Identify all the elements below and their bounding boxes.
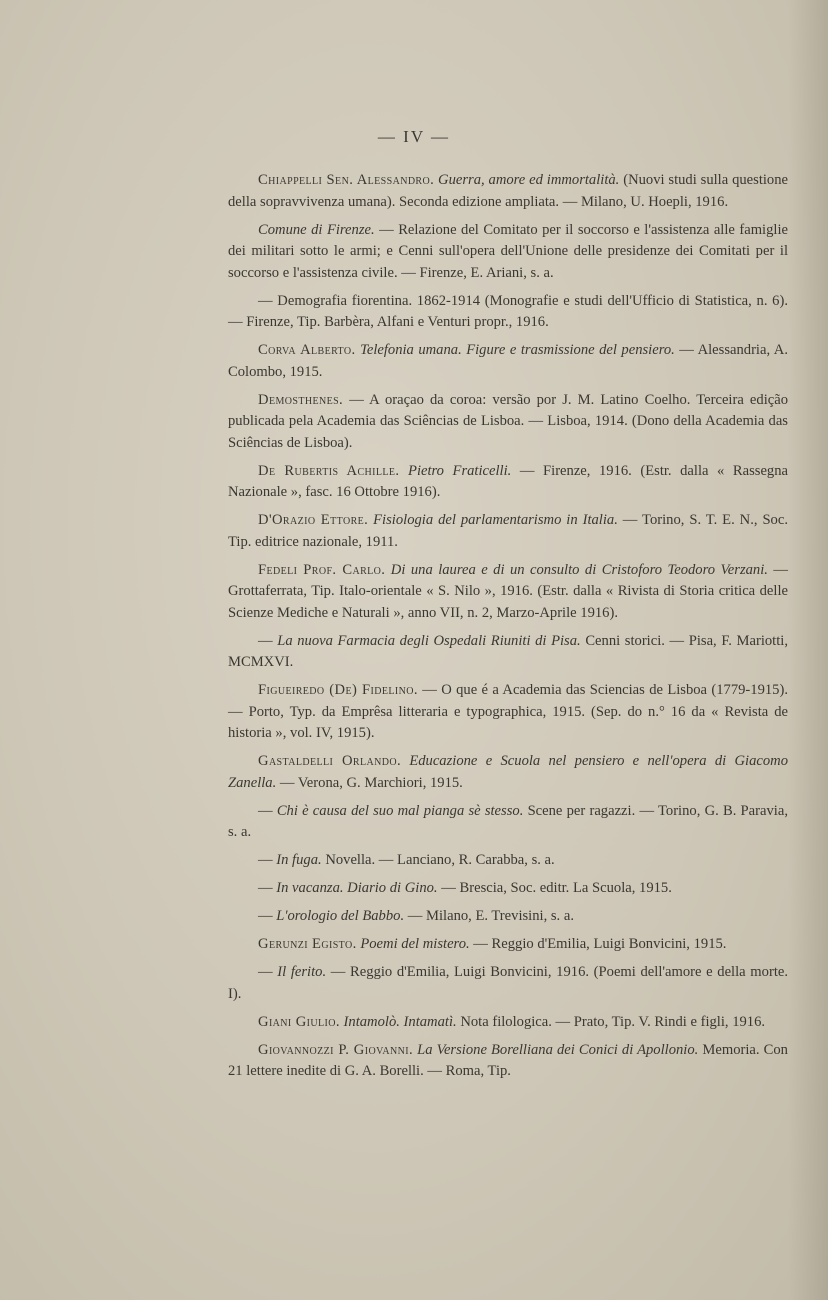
continuation-dash: — bbox=[258, 632, 278, 649]
entry-title: In vacanza. Diario di Gino. bbox=[276, 880, 438, 896]
bibliography-entry bbox=[228, 390, 788, 455]
entry-text: Nota filologica. — Prato, Tip. V. Rindi e figli, 1916. bbox=[460, 1013, 766, 1030]
bibliography-entry bbox=[228, 680, 788, 745]
entry-text: — Reggio d'Emilia, Luigi Bonvicini, 1915. bbox=[473, 936, 727, 952]
bibliography-entry bbox=[228, 1040, 788, 1083]
bibliography-entry bbox=[228, 631, 788, 674]
entry-author: Fedeli Prof. Carlo. bbox=[258, 561, 386, 578]
entry-text: Memoria. Con 21 lettere inedite di G. A. Borelli. — Roma, Tip. bbox=[228, 1041, 788, 1079]
entry-author: Figueiredo (De) Fidelino. bbox=[258, 682, 418, 698]
bibliography-entry bbox=[228, 560, 788, 625]
entry-text: — Milano, E. Trevisini, s. a. bbox=[407, 908, 574, 924]
bibliography-entry bbox=[228, 340, 788, 383]
bibliography-entry bbox=[228, 220, 788, 285]
entry-text: — O que é a Academia das Sciencias de Lisboa (1779-1915). — Porto, Typ. da Emprêsa litteraria e typographica, 1915. (Sep. do n.° 16 da « Revista de historia », vol. IV, 1915). bbox=[228, 682, 788, 741]
continuation-dash: — bbox=[258, 802, 277, 819]
bibliography-list bbox=[228, 170, 788, 1089]
entry-text: (Nuovi studi sulla questione della sopravvivenza umana). Seconda edizione ampliata. — Milano, U. Hoepli, 1916. bbox=[228, 172, 788, 210]
entry-text: Cenni storici. — Pisa, F. Mariotti, MCMXVI. bbox=[228, 632, 788, 670]
entry-title: Il ferito. bbox=[277, 964, 327, 980]
entry-title: Guerra, amore ed immortalità. bbox=[438, 172, 620, 188]
entry-text: — Verona, G. Marchiori, 1915. bbox=[279, 774, 463, 791]
continuation-dash: — bbox=[258, 880, 277, 896]
entry-text: — Torino, S. T. E. N., Soc. Tip. editrice nazionale, 1911. bbox=[228, 512, 788, 550]
bibliography-entry bbox=[228, 801, 788, 844]
bibliography-entry bbox=[228, 751, 788, 794]
entry-text: Scene per ragazzi. — Torino, G. B. Paravia, s. a. bbox=[228, 802, 788, 840]
entry-title: In fuga. bbox=[276, 852, 322, 868]
bibliography-entry bbox=[228, 1012, 788, 1034]
entry-title: La Versione Borelliana dei Conici di Apollonio. bbox=[417, 1041, 699, 1058]
entry-text: — Grottaferrata, Tip. Italo-orientale « S. Nilo », 1916. (Estr. dalla « Rivista di Storia critica delle Scienze Mediche e Naturali », anno VII, n. 2, Marzo-Aprile 1916). bbox=[228, 561, 788, 621]
bibliography-entry bbox=[228, 850, 788, 872]
entry-author: Gastaldelli Orlando. bbox=[258, 753, 401, 769]
entry-author: Giovannozzi P. Giovanni. bbox=[258, 1041, 414, 1058]
bibliography-entry bbox=[228, 878, 788, 900]
entry-text: — Relazione del Comitato per il soccorso e l'assistenza alle famiglie dei militari sotto le armi; e Cenni sull'opera dell'Unione delle presidenze dei Comitati per il soccorso e l'assistenza civile. — Firenze, E. Ariani, s. a. bbox=[228, 221, 788, 281]
entry-author: Demosthenes. bbox=[258, 391, 344, 408]
page-number: — IV — bbox=[377, 127, 451, 146]
entry-author: De Rubertis Achille. bbox=[258, 462, 400, 479]
bibliography-entry bbox=[228, 291, 788, 334]
entry-title: La nuova Farmacia degli Ospedali Riuniti di Pisa. bbox=[277, 632, 581, 649]
entry-text: — A oraçao da coroa: versão por J. M. Latino Coelho. Terceira edição publicada pela Academia das Sciências de Lisboa. — Lisboa, 1914. (Dono della Academia das Sciências de Lisboa). bbox=[228, 391, 789, 451]
entry-author: D'Orazio Ettore. bbox=[258, 512, 369, 528]
entry-title: Poemi del mistero. bbox=[360, 936, 470, 952]
bibliography-entry bbox=[228, 170, 788, 213]
entry-text: — Reggio d'Emilia, Luigi Bonvicini, 1916. (Poemi dell'amore e della morte. I). bbox=[228, 964, 788, 1002]
entry-author: Chiappelli Sen. Alessandro. bbox=[258, 172, 435, 188]
entry-title: Pietro Fraticelli. bbox=[408, 462, 512, 479]
entry-title: Chi è causa del suo mal pianga sè stesso. bbox=[276, 802, 524, 819]
continuation-dash: — bbox=[258, 964, 278, 980]
bibliography-entry bbox=[228, 934, 788, 956]
entry-title: Intamolò. Intamatì. bbox=[343, 1013, 457, 1030]
entry-title: Comune di Firenze. bbox=[258, 221, 375, 238]
entry-title: Fisiologia del parlamentarismo in Italia. bbox=[373, 512, 618, 528]
entry-author: Giani Giulio. bbox=[258, 1013, 340, 1030]
entry-text: — Demografia fiorentina. 1862-1914 (Monografie e studi dell'Ufficio di Statistica, n. 6). — Firenze, Tip. Barbèra, Alfani e Venturi propr., 1916. bbox=[228, 292, 788, 330]
entry-text: — Alessandria, A. Colombo, 1915. bbox=[228, 342, 788, 380]
entry-author: Gerunzi Egisto. bbox=[258, 936, 357, 952]
bibliography-entry bbox=[228, 461, 788, 504]
bibliography-entry bbox=[228, 906, 788, 928]
entry-text: Novella. — Lanciano, R. Carabba, s. a. bbox=[325, 852, 555, 868]
entry-author: Corva Alberto. bbox=[258, 342, 356, 358]
entry-title: Di una laurea e di un consulto di Cristoforo Teodoro Verzani. bbox=[390, 561, 768, 578]
continuation-dash: — bbox=[258, 852, 277, 868]
entry-title: L'orologio del Babbo. bbox=[276, 908, 405, 924]
entry-title: Telefonia umana. Figure e trasmissione del pensiero. bbox=[360, 342, 675, 358]
bibliography-entry bbox=[228, 962, 788, 1005]
page-edge-shadow bbox=[788, 0, 828, 1300]
entry-title: Educazione e Scuola nel pensiero e nell'opera di Giacomo Zanella. bbox=[228, 753, 788, 791]
entry-text: — Brescia, Soc. editr. La Scuola, 1915. bbox=[441, 880, 672, 896]
entry-text: — Firenze, 1916. (Estr. dalla « Rassegna Nazionale », fasc. 16 Ottobre 1916). bbox=[228, 462, 789, 500]
bibliography-entry bbox=[228, 510, 788, 553]
continuation-dash: — bbox=[258, 908, 277, 924]
